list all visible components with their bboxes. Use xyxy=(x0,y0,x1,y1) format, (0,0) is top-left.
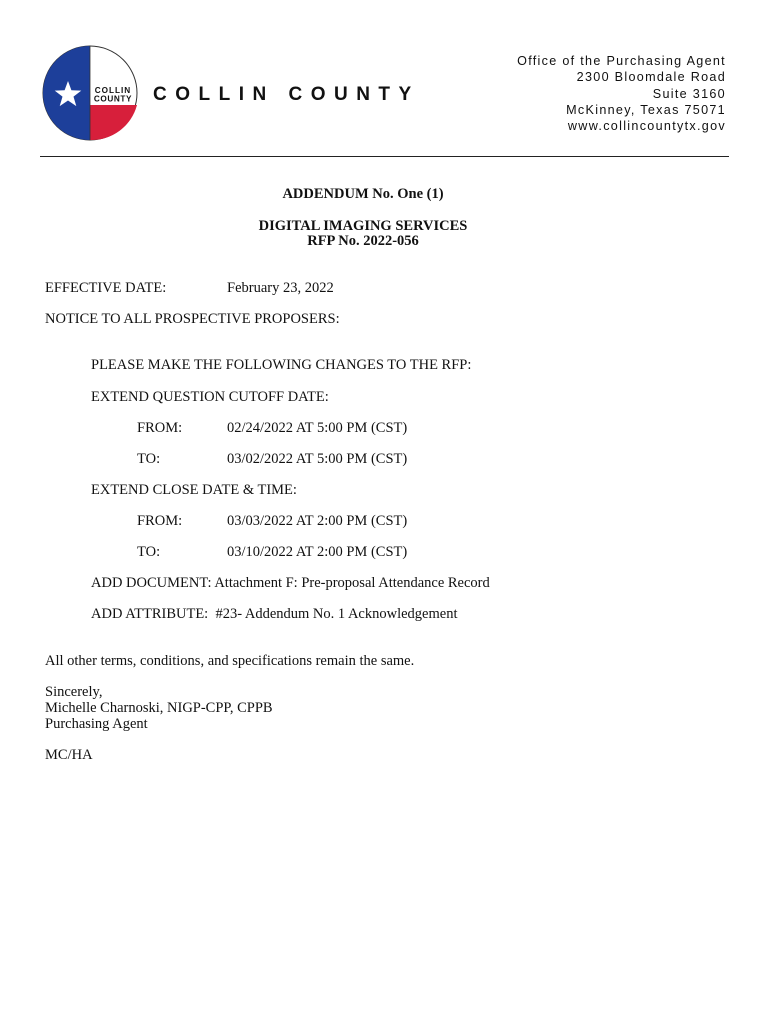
add-attribute-line: ADD ATTRIBUTE: #23- Addendum No. 1 Acknowledgement xyxy=(91,606,458,622)
office-suite: Suite 3160 xyxy=(652,86,726,101)
signer-title: Purchasing Agent xyxy=(45,716,148,732)
question-cutoff-from-label: FROM: xyxy=(137,420,183,436)
question-cutoff-from-value: 02/24/2022 AT 5:00 PM (CST) xyxy=(227,420,408,436)
office-title: Office of the Purchasing Agent xyxy=(517,54,726,68)
office-website[interactable]: www.collincountytx.gov xyxy=(567,119,726,134)
close-date-to-label: TO: xyxy=(137,544,161,560)
changes-intro: PLEASE MAKE THE FOLLOWING CHANGES TO THE RFP: xyxy=(91,357,472,373)
add-document-line: ADD DOCUMENT: Attachment F: Pre-proposal Attendance Record xyxy=(91,575,490,591)
header-divider xyxy=(40,156,729,157)
close-date-to-value: 03/10/2022 AT 2:00 PM (CST) xyxy=(227,544,408,560)
logo-text-collin: COLLIN xyxy=(94,86,132,95)
notice-heading: NOTICE TO ALL PROSPECTIVE PROPOSERS: xyxy=(45,311,340,327)
office-address xyxy=(517,53,726,134)
office-city: McKinney, Texas 75071 xyxy=(566,102,726,117)
close-date-from-label: FROM: xyxy=(137,513,183,529)
question-cutoff-heading: EXTEND QUESTION CUTOFF DATE: xyxy=(91,389,329,405)
question-cutoff-to-label: TO: xyxy=(137,451,161,467)
collin-county-logo xyxy=(42,45,138,141)
addendum-title: ADDENDUM No. One (1) xyxy=(282,186,444,202)
office-street: 2300 Bloomdale Road xyxy=(576,70,726,85)
close-date-from-value: 03/03/2022 AT 2:00 PM (CST) xyxy=(227,513,408,529)
signer-name: Michelle Charnoski, NIGP-CPP, CPPB xyxy=(45,700,273,716)
question-cutoff-to-value: 03/02/2022 AT 5:00 PM (CST) xyxy=(227,451,408,467)
county-name: COLLIN COUNTY xyxy=(153,84,420,105)
initials: MC/HA xyxy=(45,747,93,763)
close-date-heading: EXTEND CLOSE DATE & TIME: xyxy=(91,482,297,498)
rfp-number: RFP No. 2022-056 xyxy=(307,233,419,249)
rfp-title: DIGITAL IMAGING SERVICES xyxy=(258,218,468,234)
remain-statement: All other terms, conditions, and specifications remain the same. xyxy=(45,653,415,669)
logo-text-county: COUNTY xyxy=(93,94,133,104)
sincerely: Sincerely, xyxy=(45,684,103,700)
effective-date-value: February 23, 2022 xyxy=(227,280,334,296)
effective-date-label: EFFECTIVE DATE: xyxy=(45,280,167,296)
